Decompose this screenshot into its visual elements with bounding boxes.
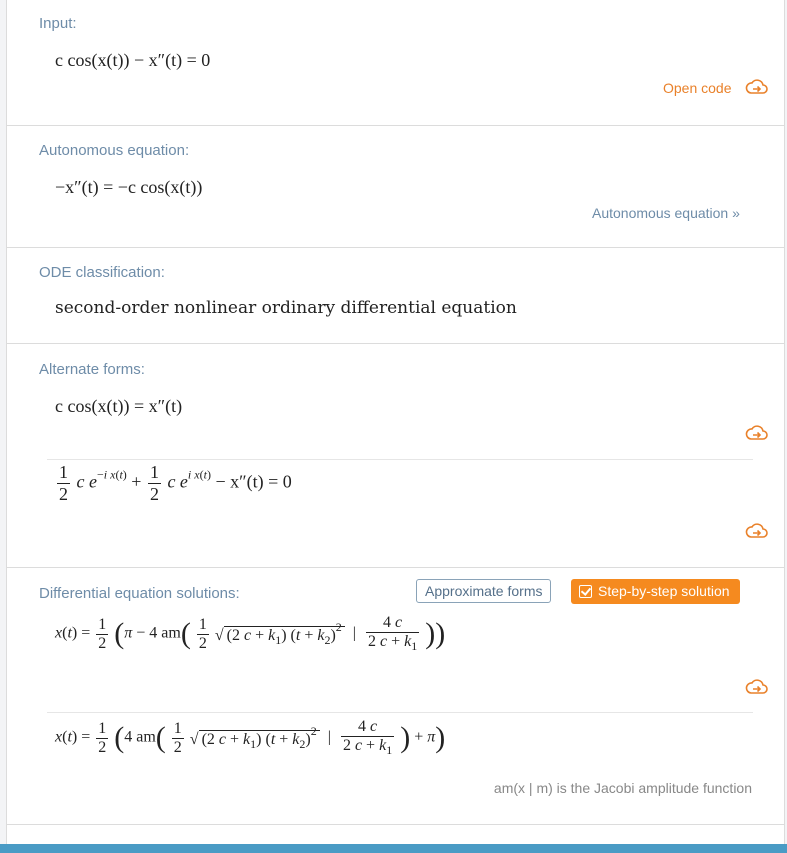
step-by-step-button[interactable] bbox=[571, 579, 740, 604]
input-expression: c cos(x(t)) − x″(t) = 0 bbox=[55, 50, 211, 70]
pod-title: Alternate forms: bbox=[39, 361, 145, 378]
autonomous-equation-link[interactable]: Autonomous equation » bbox=[592, 205, 740, 221]
open-code-link[interactable]: Open code bbox=[663, 80, 732, 96]
divider bbox=[47, 712, 753, 713]
input-pod bbox=[7, 0, 784, 126]
autonomous-pod bbox=[7, 126, 784, 248]
results-card bbox=[6, 0, 785, 853]
checkbox-icon bbox=[579, 585, 592, 598]
autonomous-expression: −x″(t) = −c cos(x(t)) bbox=[55, 177, 203, 197]
pod-title: Differential equation solutions: bbox=[39, 585, 240, 602]
alternate-forms-pod bbox=[7, 344, 784, 568]
step-by-step-label: Step-by-step solution bbox=[598, 583, 730, 599]
solution-2: x(t) = $\frac{1}{2}$ (4 am( $\frac{1}{2}$ √ (2 $c + k_1$) $(t + k_2)^2$ | $\frac{4 c}{2 c + k_1}$ ) + π) bbox=[55, 718, 446, 757]
pod-title: ODE classification: bbox=[39, 264, 165, 281]
solution-1: x(t) = $\frac{1}{2}$ (π − 4 am( $\frac{1}{2}$ √ (2 $c + k_1$) $(t + k_2)^2$ | $\frac{4 c}{2 c + k_1}$ )) bbox=[55, 614, 446, 653]
cloud-upload-icon[interactable] bbox=[745, 424, 769, 442]
alternate-form-2-tail: − x″(t) = 0 bbox=[215, 471, 292, 492]
cloud-upload-icon[interactable] bbox=[745, 522, 769, 540]
classification-pod bbox=[7, 248, 784, 344]
alternate-form-2: $\frac{1}{2}$ c $e^{-i x(t)}$ + $\frac{1}{2}$ c $e^{i x(t)} - x''(t) = 0$ bbox=[59, 462, 292, 504]
alternate-form-1: c cos(x(t)) = x″(t) bbox=[55, 396, 183, 416]
bottom-bar bbox=[0, 844, 787, 853]
pod-title: Input: bbox=[39, 15, 77, 32]
cloud-upload-icon[interactable] bbox=[745, 678, 769, 696]
classification-text: second-order nonlinear ordinary differential equation bbox=[55, 298, 517, 318]
solutions-pod bbox=[7, 568, 784, 825]
divider bbox=[47, 459, 753, 460]
pod-title: Autonomous equation: bbox=[39, 142, 190, 159]
approximate-forms-button[interactable]: Approximate forms bbox=[416, 579, 551, 603]
jacobi-note: am(x | m) is the Jacobi amplitude function bbox=[493, 780, 752, 796]
cloud-upload-icon[interactable] bbox=[745, 78, 769, 96]
